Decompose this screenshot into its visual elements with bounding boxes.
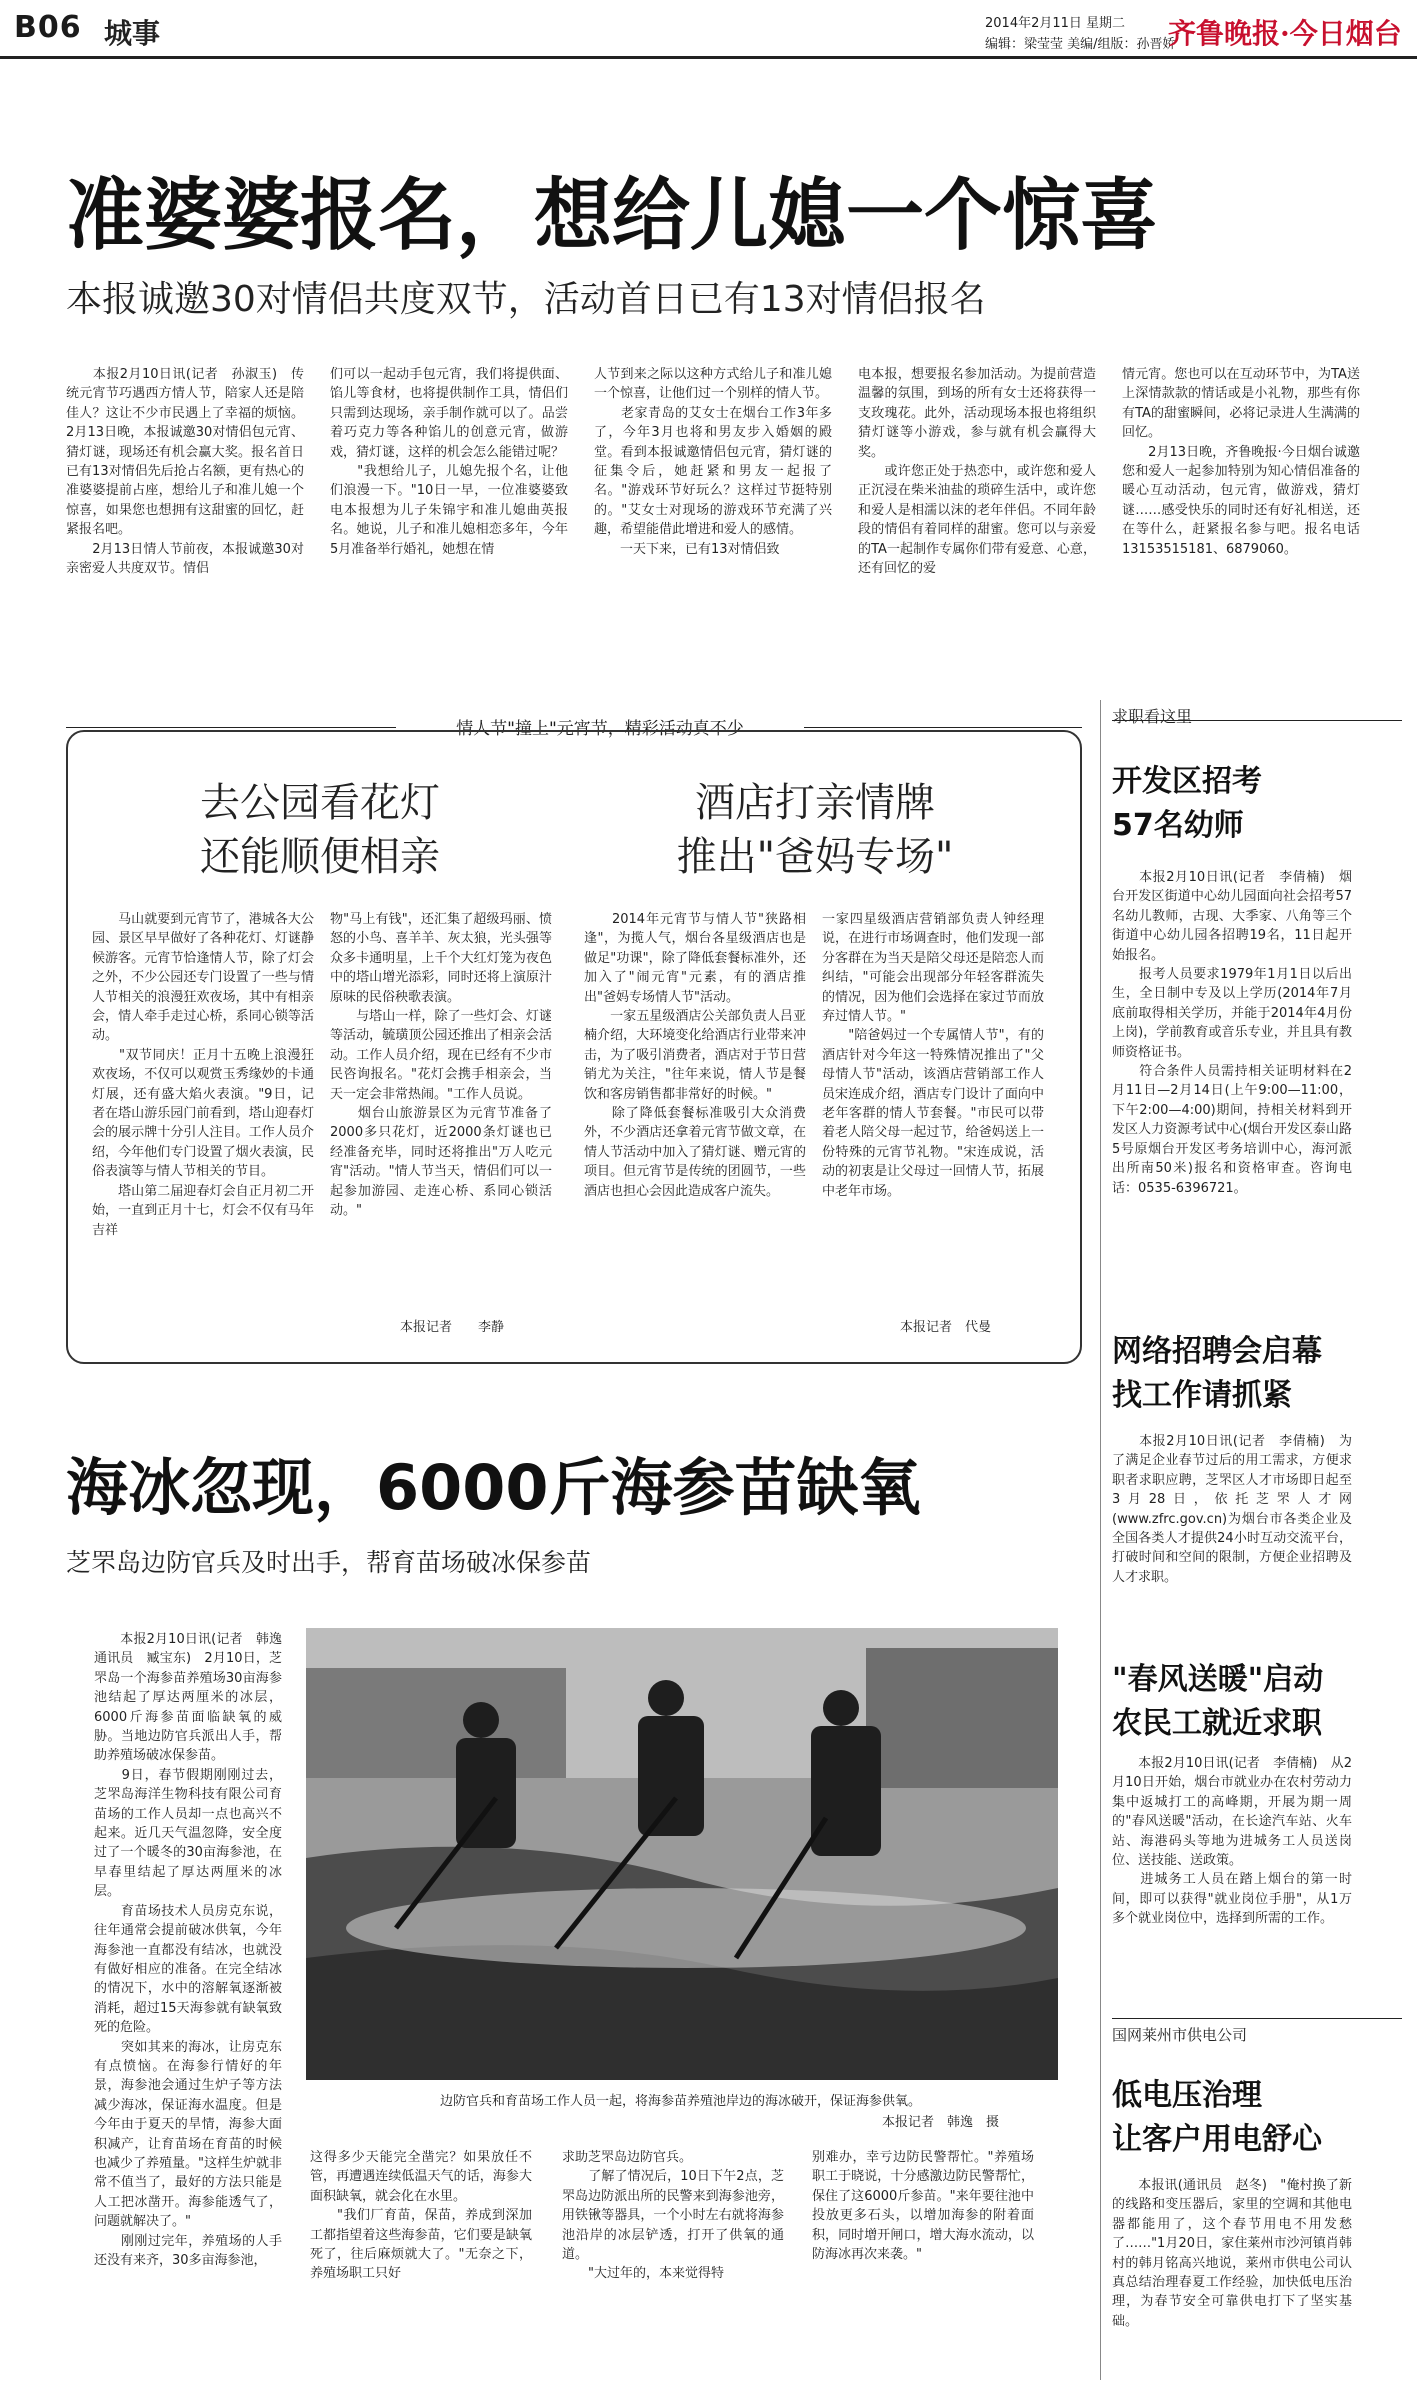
sidebar-item4-body: 本报讯(通讯员 赵冬) "俺村换了新的线路和变压器后，家里的空调和其他电器都能用了，这个春节用电不用发愁了……"1月20日，家住莱州市沙河镇肖韩村的韩月铭高兴地说，莱州市供电公司认真总结治理春夏工作经验，加快低电压治理，为春节安全可靠供电打下了坚实基础。 [1112, 2178, 1352, 2329]
section-name: 城事 [104, 17, 161, 50]
feature-column-4: 一家四星级酒店营销部负责人钟经理说，在进行市场调查时，他们发现一部分客群在为当天是陪父母还是陪恋人而纠结，"可能会出现部分年轻客群流失的情况，因为他们会选择在家过节而放弃过情人节。" "陪爸妈过一个专属情人节"，有的酒店针对今年这一特殊情况推出了"父母情人节"活动，该酒店营销部工作人员宋连成介绍，酒店专门设计了面向中老年客群的情人节套餐。"市民可以带着老人陪父母一起过节，给爸妈送上一份特殊的元宵节礼物。"宋连成说，活动的初衷是让父母过一回情人节，拓展中老年市场。 [822, 912, 1044, 1199]
sidebar-item1-body: 本报2月10日讯(记者 李倩楠) 烟台开发区街道中心幼儿园面向社会招考57名幼儿教师，古现、大季家、八角等三个街道中心幼儿园各招聘19名，11日起开始报名。 报考人员要求1979年1月1日以后出生，全日制中专及以上学历(2014年7月底前取得相关学历，并能于2014年4月份上岗)，学前教育或音乐专业，并且具有教师资格证书。 符合条件人员需持相关证明材料在2月11日—2月14日(上午9:00—11:00，下午2:00—4:00)期间，持相关材料到开发区人力资源考试中心(烟台开发区泰山路5号原烟台开发区考务培训中心，海河派出所南50米)报名和资格审查。咨询电话：0535-6396721。 [1112, 870, 1352, 1196]
feature-banner-rule-right [804, 727, 1082, 728]
date-line: 2014年2月11日 星期二 [985, 16, 1126, 31]
article1-column-2: 们可以一起动手包元宵，我们将提供面、馅儿等食材，也将提供制作工具，情侣们只需到达现场，亲手制作就可以了。品尝着巧克力等各种馅儿的创意元宵，做游戏，猜灯谜，这样的机会怎么能错过呢？ "我想给儿子，儿媳先报个名，让他们浪漫一下。"10日一早，一位准婆婆致电本报想为儿子朱锦宇和准儿媳曲英报名。她说，儿子和准儿媳相恋多年，今年5月准备举行婚礼，她想在情 [330, 367, 568, 557]
brand-logo: 齐鲁晚报·今日烟台 [1168, 17, 1402, 50]
feature-column-3: 2014年元宵节与情人节"狭路相逢"，为揽人气，烟台各星级酒店也是做足"功课"，除了降低套餐标准外，还加入了"闹元宵"元素，有的酒店推出"爸妈专场情人节"活动。 一家五星级酒店公关部负责人吕亚楠介绍，大环境变化给酒店行业带来冲击，为了吸引消费者，酒店对于节日营销尤为关注，"往年来说，情人节是餐饮和客房销售都非常好的时候。" 除了降低套餐标准吸引大众消费外，不少酒店还拿着元宵节做文章，在情人节活动中加入了猜灯谜、赠元宵的项目。但元宵节是传统的团圆节，一些酒店也担心会因此造成客户流失。 [584, 912, 806, 1199]
feature-column-2: 物"马上有钱"，还汇集了超级玛丽、愤怒的小鸟、喜羊羊、灰太狼，光头强等众多卡通明星，上千个大红灯笼为夜色中的塔山增光添彩，同时还将上演原汁原味的民俗秧歌表演。 与塔山一样，除了一些灯会、灯谜等活动，毓璜顶公园还推出了相亲会活动。工作人员介绍，现在已经有不少市民咨询报名。"花灯会携手相亲会，当天一定会非常热闹。"工作人员说。 烟台山旅游景区为元宵节准备了2000多只花灯，近2000条灯谜也已经准备充毕，同时还将推出"万人吃元宵"活动。"情人节当天，情侣们可以一起参加游园、走连心桥、系同心锁活动。" [330, 912, 552, 1219]
article2-subhead: 芝罘岛边防官兵及时出手，帮育苗场破冰保参苗 [66, 1548, 592, 1577]
sidebar-label2: 国网莱州市供电公司 [1112, 2026, 1248, 2044]
news-photo [306, 1628, 1058, 2080]
feature-right-title-line1: 酒店打亲情牌 [695, 780, 935, 826]
sidebar-item3-title: "春风送暖"启动 农民工就近求职 [1112, 1662, 1324, 1741]
sidebar-item2-title: 网络招聘会启幕 找工作请抓紧 [1112, 1334, 1322, 1413]
page-header [0, 0, 1417, 56]
editor-line: 编辑：梁莹莹 美编/组版：孙晋娇 [985, 37, 1176, 52]
feature-left-title-line2: 还能顺便相亲 [200, 834, 440, 880]
article2-bottom-column-2: 求助芝罘岛边防官兵。 了解了情况后，10日下午2点，芝罘岛边防派出所的民警来到海参池旁，用铁锹等器具，一个小时左右就将海参池沿岸的冰层铲透，打开了供氧的通道。 "大过年的，本来觉得特 [562, 2150, 784, 2282]
photo-illustration [306, 1628, 1058, 2080]
article2-headline: 海冰忽现，6000斤海参苗缺氧 [66, 1451, 921, 1524]
article2-bottom-column-3: 别难办，幸亏边防民警帮忙。"养殖场职工于晓说，十分感激边防民警帮忙，保住了这6000斤参苗。"来年要往池中投放更多石头，以增加海参的附着面积，同时增开闸口，增大海水流动，以防海冰再次来袭。" [812, 2150, 1034, 2263]
photo-credit: 本报记者 韩逸 摄 [882, 2115, 1000, 2130]
article1-column-3: 人节到来之际以这种方式给儿子和准儿媳一个惊喜，让他们过一个别样的情人节。 老家青岛的艾女士在烟台工作3年多了，今年3月也将和男友步入婚姻的殿堂。看到本报诚邀情侣包元宵，猜灯谜的征集令后，她赶紧和男友一起报了名。"游戏环节好玩么？这样过节挺特别的。"艾女士对现场的游戏环节充满了兴趣，希望能借此增进和爱人的感情。 一天下来，已有13对情侣致 [594, 367, 832, 557]
sidebar-item4-title: 低电压治理 让客户用电舒心 [1112, 2078, 1322, 2157]
sidebar-divider [1100, 700, 1101, 2380]
sidebar-item1-title: 开发区招考 57名幼师 [1112, 764, 1262, 843]
article1-column-5: 情元宵。您也可以在互动环节中，为TA送上深情款款的情话或是小礼物，那些有你有TA的甜蜜瞬间，必将记录进人生满满的回忆。 2月13日晚，齐鲁晚报·今日烟台诚邀您和爱人一起参加特别为知心情侣准备的暖心互动活动，包元宵，做游戏，猜灯谜……感受快乐的同时还有好礼相送，还在等什么，赶紧报名参与吧。报名电话13153515181、6879060。 [1122, 367, 1360, 557]
feature-left-title-line1: 去公园看花灯 [200, 780, 440, 826]
article2-left-column: 本报2月10日讯(记者 韩逸 通讯员 臧宝东) 2月10日，芝罘岛一个海参苗养殖场30亩海参池结起了厚达两厘米的冰层，6000斤海参苗面临缺氧的威胁。当地边防官兵派出人手，帮助养殖场破冰保参苗。 9日，春节假期刚刚过去，芝罘岛海洋生物科技有限公司育苗场的工作人员却一点也高兴不起来。近几天气温忽降，安全度过了一个暖冬的30亩海参池，在早春里结起了厚达两厘米的冰层。 育苗场技术人员房克东说，往年通常会提前破冰供氧，今年海参池一直都没有结冰，也就没有做好相应的准备。在完全结冰的情况下，水中的溶解氧逐渐被消耗，超过15天海参就有缺氧致死的危险。 突如其来的海冰，让房克东有点愤恼。在海参行情好的年景，海参池会通过生炉子等方法减少海冰，保证海水温度。但是今年由于夏天的旱情，海参大面积减产，让育苗场在育苗的时候也减少了养殖量。"这样生炉就非常不值当了，最好的方法只能是人工把冰凿开。海参能透气了，问题就解决了。" 刚刚过完年，养殖场的人手还没有来齐，30多亩海参池， [94, 1632, 282, 2268]
feature-left-byline: 本报记者 李静 [400, 1320, 505, 1335]
feature-right-title-line2: 推出"爸妈专场" [676, 834, 954, 880]
photo-caption: 边防官兵和育苗场工作人员一起，将海参苗养殖池岸边的海冰破开，保证海参供氧。 [440, 2094, 922, 2109]
feature-banner-rule-left [66, 727, 396, 728]
article2-bottom-column-1: 这得多少天能完全凿完？如果放任不管，再遭遇连续低温天气的话，海参大面积缺氧，就会化在水里。 "我们厂育苗，保苗，养成到深加工都指望着这些海参苗，它们要是缺氧死了，往后麻烦就大了。"无奈之下，养殖场职工只好 [310, 2150, 532, 2282]
header-rule [0, 56, 1417, 59]
feature-column-1: 马山就要到元宵节了，港城各大公园、景区早早做好了各种花灯、灯谜静候游客。元宵节恰逢情人节，除了灯会之外，不少公园还专门设置了一些与情人节相关的浪漫狂欢夜场，其中有相亲会，情人牵手走过心桥，系同心锁等活动。 "双节同庆！正月十五晚上浪漫狂欢夜场，不仅可以观赏玉秀缘妙的卡通灯展，还有盛大焰火表演。"9日，记者在塔山游乐园门前看到，塔山迎春灯会的展示牌十分引人注目。工作人员介绍，今年他们专门设置了烟火表演，民俗表演等与情人节相关的节目。 塔山第二届迎春灯会自正月初二开始，一直到正月十七，灯会不仅有马年吉祥 [92, 912, 314, 1238]
article1-column-4: 电本报，想要报名参加活动。为提前营造温馨的氛围，到场的所有女士还将获得一支玫瑰花。此外，活动现场本报也将组织猜灯谜等小游戏，参与就有机会赢得大奖。 或许您正处于热恋中，或许您和爱人正沉浸在柴米油盐的琐碎生活中，或许您和爱人是相濡以沫的老年伴侣。不同年龄段的情侣有着同样的甜蜜。您可以与亲爱的TA一起制作专属你们带有爱意、心意，还有回忆的爱 [858, 367, 1096, 577]
sidebar-item3-body: 本报2月10日讯(记者 李倩楠) 从2月10日开始，烟台市就业办在农村劳动力集中返城打工的高峰期，开展为期一周的"春风送暖"活动，在长途汽车站、火车站、海港码头等地为进城务工人员送岗位、送技能、送政策。 进城务工人员在踏上烟台的第一时间，即可以获得"就业岗位手册"，从1万多个就业岗位中，选择到所需的工作。 [1112, 1756, 1352, 1927]
feature-right-byline: 本报记者 代曼 [900, 1320, 992, 1335]
article1-headline: 准婆婆报名，想给儿媳一个惊喜 [66, 171, 1159, 261]
page-number: B06 [14, 10, 82, 45]
article1-subhead: 本报诚邀30对情侣共度双节，活动首日已有13对情侣报名 [66, 279, 986, 320]
sidebar-label2-rule [1112, 2018, 1402, 2019]
sidebar-label: 求职看这里 [1112, 707, 1193, 726]
article1-column-1: 本报2月10日讯(记者 孙淑玉) 传统元宵节巧遇西方情人节，陪家人还是陪佳人？这让不少市民遇上了幸福的烦恼。2月13日晚，本报诚邀30对情侣包元宵、猜灯谜，现场还有机会赢大奖。报名首日已有13对情侣先后抢占名额，更有热心的准婆婆提前占座，想给儿子和准儿媳一个惊喜，如果您也想拥有这甜蜜的回忆，赶紧报名吧。 2月13日情人节前夜，本报诚邀30对亲密爱人共度双节。情侣 [66, 367, 304, 577]
feature-banner: 情人节"撞上"元宵节，精彩活动真不少 [456, 719, 744, 739]
sidebar-item2-body: 本报2月10日讯(记者 李倩楠) 为了满足企业春节过后的用工需求，方便求职者求职应聘，芝罘区人才市场即日起至3月28日，依托芝罘人才网(www.zfrc.gov.cn)为烟台市各类企业及全国各类人才提供24小时互动交流平台，打破时间和空间的限制，方便企业招聘及人才求职。 [1112, 1434, 1352, 1585]
